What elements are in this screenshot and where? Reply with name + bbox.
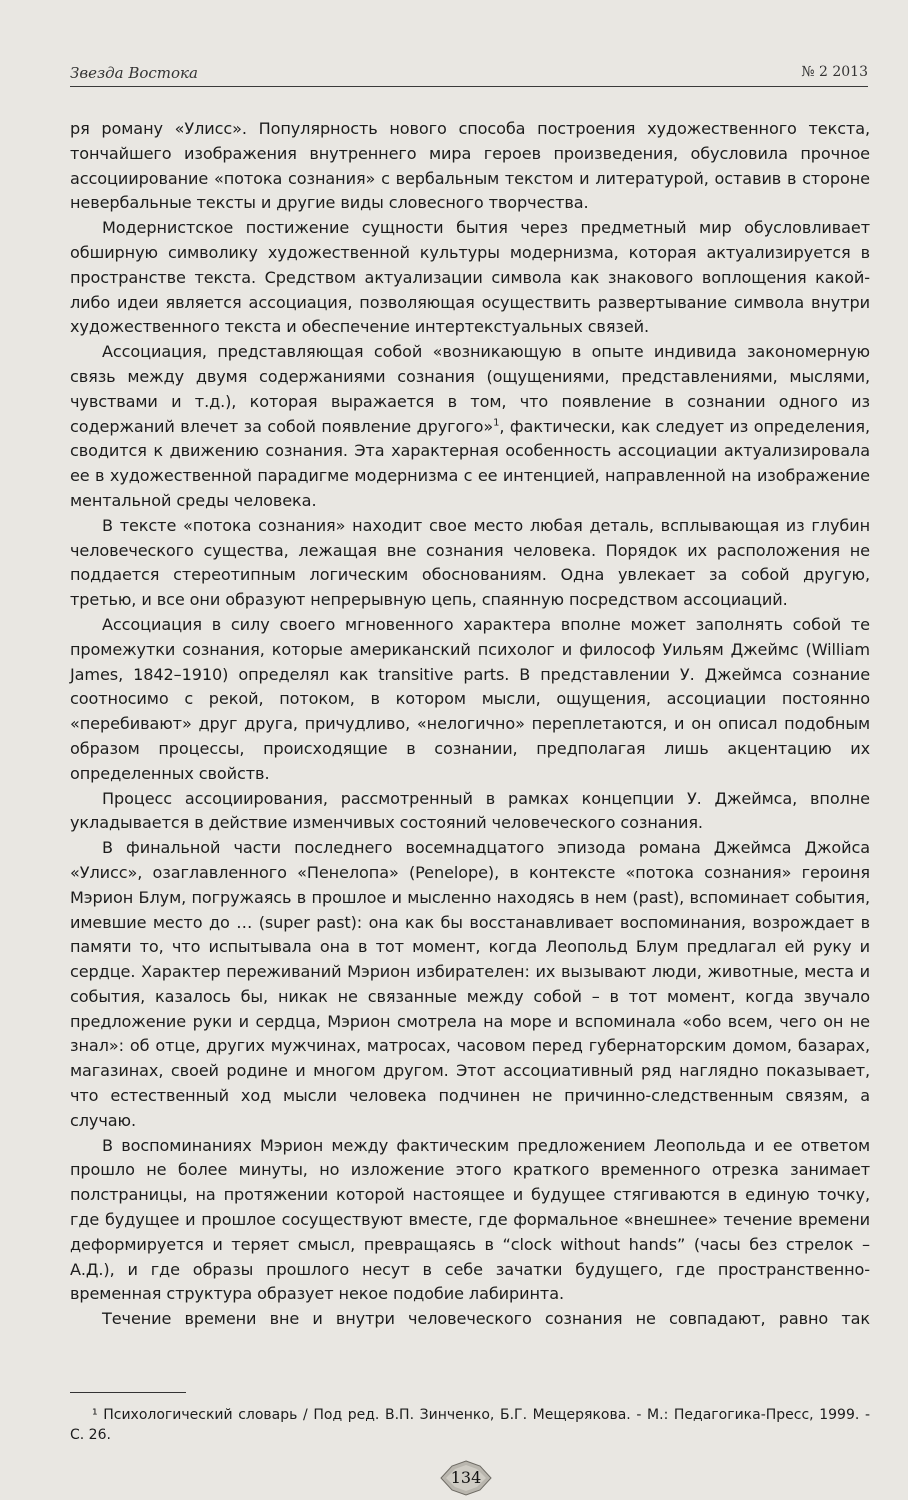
- page-number-badge: [440, 1460, 492, 1496]
- paragraph: Процесс ассоциирования, рассмотренный в рамках концепции У. Джеймса, вполне укладывается в действие изменчивых состояний человеческого сознания.: [70, 788, 870, 833]
- running-header: [70, 58, 868, 87]
- issue-number: № 2 2013: [801, 64, 868, 80]
- paragraph-text: , фактически, как следует из определения, сводится к движению сознания. Эта характерная особенность ассоциации актуализировала ее в художественной парадигме модернизма с ее интенцией, направленной на изображение ментальной среды человека.: [70, 416, 870, 510]
- paragraph: [70, 340, 870, 514]
- paragraph: Модернистское постижение сущности бытия через предметный мир обусловливает обширную символику художественной культуры модернизма, которая актуализируется в пространстве текста. Средством актуализации символа как знакового воплощения какой-либо идеи является ассоциация, позволяющая осуществить развертывание символа внутри художественного текста и обеспечение интертекстуальных связей.: [70, 218, 870, 337]
- paragraph: В финальной части последнего восемнадцатого эпизода романа Джеймса Джойса «Улисс», озаглавленного «Пенелопа» (Penelope), в контексте «потока сознания» героиня Мэрион Блум, погружаясь в прошлое и мысленно находясь в нем (past), вспоминает события, имевшие место до … (super past): она как бы восстанавливает воспоминания, возрождает в памяти то, что испытывала она в тот момент, когда Леопольд Блум предлагал ей руку и сердце. Характер переживаний Мэрион избирателен: их вызывают люди, животные, места и события, казалось бы, никак не связанные между собой – в тот момент, когда звучало предложение руки и сердца, Мэрион смотрела на море и вспоминала «обо всем, чего он не знал»: об отце, других мужчинах, матросах, часовом перед губернаторским домом, базарах, магазинах, своей родине и многом другом. Этот ассоциативный ряд наглядно показывает, что естественный ход мысли человека подчинен не причинно-следственным связям, а случаю.: [70, 838, 870, 1130]
- footnote: [70, 1405, 870, 1445]
- paragraph: В воспоминаниях Мэрион между фактическим предложением Леопольда и ее ответом прошло не более минуты, но изложение этого краткого временного отрезка занимает полстраницы, на протяжении которой настоящее и будущее стягиваются в единую точку, где будущее и прошлое сосуществуют вместе, где формальное «внешнее» течение времени деформируется и теряет смысл, превращаясь в “clock without hands” (часы без стрелок – А.Д.), и где образы прошлого несут в себе зачатки будущего, где пространственно-временная структура образует некое подобие лабиринта.: [70, 1135, 870, 1304]
- paragraph: В тексте «потока сознания» находит свое место любая деталь, всплывающая из глубин человеческого существа, лежащая вне сознания человека. Порядок их расположения не поддается стереотипным логическим обоснованиям. Одна увлекает за собой другую, третью, и все они образуют непрерывную цепь, спаянную посредством ассоциаций.: [70, 515, 870, 610]
- article-body: [70, 117, 870, 1332]
- paragraph: ря роману «Улисс». Популярность нового способа построения художественного текста, тончайшего изображения внутреннего мира героев произведения, обусловила прочное ассоциирование «потока сознания» с вербальным текстом и литературой, оставив в стороне невербальные тексты и другие виды словесного творчества.: [70, 119, 870, 213]
- footnote-divider: [70, 1392, 186, 1393]
- journal-title: Звезда Востока: [70, 64, 198, 82]
- paragraph: Ассоциация в силу своего мгновенного характера вполне может заполнять собой те промежутки сознания, которые американский психолог и философ Уильям Джеймс (William James, 1842–1910) определял как transitive parts. В представлении У. Джеймса сознание соотносимо с рекой, потоком, в котором мысли, ощущения, ассоциации постоянно «перебивают» друг друга, причудливо, «нелогично» переплетаются, и он описал подобным образом процессы, происходящие в сознании, предполагая лишь акцентацию их определенных свойств.: [70, 614, 870, 783]
- footnote-text: ¹ Психологический словарь / Под ред. В.П. Зинченко, Б.Г. Мещерякова. - М.: Педагогика-Пресс, 1999. - С. 26.: [70, 1407, 870, 1443]
- footnote-marker[interactable]: 1: [493, 417, 500, 429]
- paragraph: Течение времени вне и внутри человеческого сознания не совпадают, равно так: [102, 1309, 870, 1329]
- paragraph-text: Ассоциация, представляющая собой «возникающую в опыте индивида закономерную связь между двумя содержаниями сознания (ощущениями, представлениями, мыслями, чувствами и т.д.), которая выражается в том, что появление в сознании одного из содержаний влечет за собой появление другого»: [70, 342, 870, 436]
- page-number: 134: [450, 1468, 482, 1487]
